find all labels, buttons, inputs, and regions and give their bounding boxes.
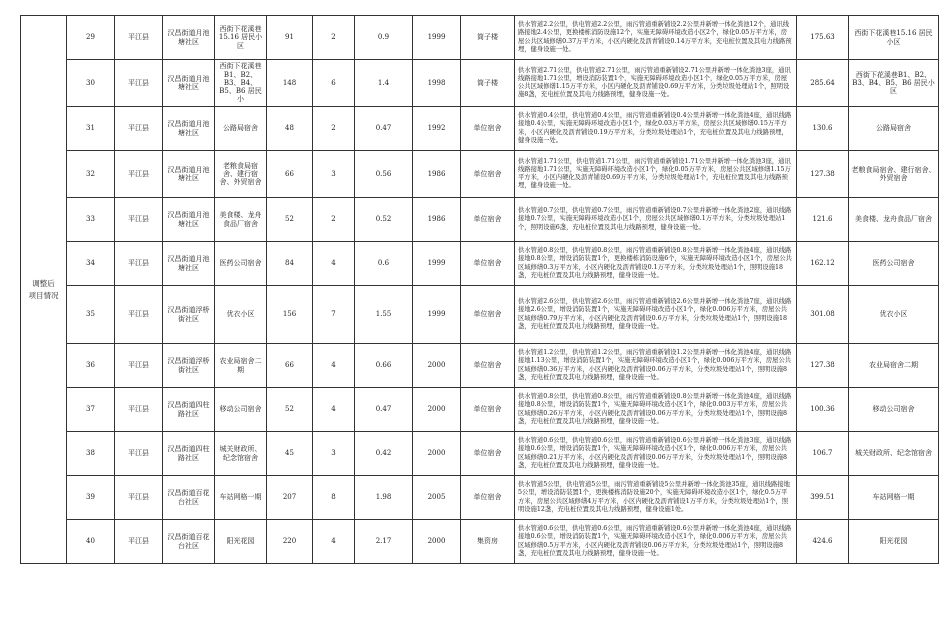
cell-year: 1999 — [413, 16, 461, 60]
cell-area: 0.52 — [355, 198, 413, 242]
cell-remark: 医药公司宿舍 — [849, 242, 939, 286]
cell-investment: 127.38 — [797, 151, 849, 198]
cell-no: 30 — [67, 60, 115, 107]
cell-investment: 162.12 — [797, 242, 849, 286]
cell-buildings: 4 — [313, 388, 355, 432]
cell-community: 汉昌街道百花台社区 — [163, 520, 215, 564]
cell-community: 汉昌街道月池塘社区 — [163, 60, 215, 107]
cell-year: 1986 — [413, 198, 461, 242]
cell-no: 31 — [67, 107, 115, 151]
cell-name: 城关财政所、纪念馆宿舍 — [215, 432, 267, 476]
cell-area: 1.55 — [355, 286, 413, 344]
cell-type: 单位宿舍 — [461, 242, 515, 286]
cell-buildings: 8 — [313, 476, 355, 520]
cell-county: 平江县 — [115, 198, 163, 242]
cell-content: 供水管道0.6公里，供电管道0.6公里，雨污管道重新铺设0.6公里并新增一体化粪池4座，通讯线路接地0.6公里，增设消防装置1个，实施无障碍环境改造小区1个，绿化0.006万平方米，房屋公共区域修缮0.5万平方米，小区内硬化及沥青铺设0.06万平方米，分类垃圾处理站1个，照明设施8盏，充电桩位置及其电力线路预埋，健身设施一处。 — [515, 520, 797, 564]
cell-year: 2000 — [413, 520, 461, 564]
cell-type: 单位宿舍 — [461, 286, 515, 344]
cell-year: 2000 — [413, 388, 461, 432]
project-table — [20, 15, 939, 564]
cell-county: 平江县 — [115, 344, 163, 388]
cell-year: 1986 — [413, 151, 461, 198]
table-row — [21, 432, 939, 476]
cell-households: 52 — [267, 198, 313, 242]
cell-type: 单位宿舍 — [461, 151, 515, 198]
cell-no: 37 — [67, 388, 115, 432]
cell-county: 平江县 — [115, 16, 163, 60]
cell-county: 平江县 — [115, 242, 163, 286]
cell-type: 筒子楼 — [461, 16, 515, 60]
cell-county: 平江县 — [115, 151, 163, 198]
cell-area: 0.42 — [355, 432, 413, 476]
cell-county: 平江县 — [115, 388, 163, 432]
cell-community: 汉昌街道月池塘社区 — [163, 198, 215, 242]
cell-type: 单位宿舍 — [461, 107, 515, 151]
cell-area: 0.47 — [355, 388, 413, 432]
cell-name: 西街下花溪巷B1、B2、B3、B4、B5、B6 居民小 — [215, 60, 267, 107]
table-row — [21, 107, 939, 151]
cell-households: 156 — [267, 286, 313, 344]
cell-households: 220 — [267, 520, 313, 564]
cell-type: 单位宿舍 — [461, 344, 515, 388]
cell-community: 汉昌街道浮桥街社区 — [163, 286, 215, 344]
cell-type: 单位宿舍 — [461, 388, 515, 432]
cell-buildings: 2 — [313, 198, 355, 242]
table-row — [21, 388, 939, 432]
cell-buildings: 2 — [313, 107, 355, 151]
cell-remark: 优衣小区 — [849, 286, 939, 344]
cell-county: 平江县 — [115, 476, 163, 520]
cell-content: 供水管道0.4公里，供电管道0.4公里，雨污管道重新铺设0.4公里并新增一体化粪池4座，通讯线路接地0.4公里，实施无障碍环境改造小区1个，绿化0.03万平方米，房屋公共区域修缮0.15万平方米，小区内硬化及沥青铺设0.19万平方米，分类垃圾处理站1个，充电桩位置及其电力线路预埋，健身设施一处。 — [515, 107, 797, 151]
cell-remark: 农业局宿舍二期 — [849, 344, 939, 388]
cell-investment: 106.7 — [797, 432, 849, 476]
cell-county: 平江县 — [115, 60, 163, 107]
cell-households: 66 — [267, 151, 313, 198]
cell-no: 39 — [67, 476, 115, 520]
cell-households: 207 — [267, 476, 313, 520]
cell-content: 供水管道0.7公里，供电管道0.7公里，雨污管道重新铺设0.7公里并新增一体化粪池2座，通讯线路接地0.7公里，实施无障碍环境改造小区1个，房屋公共区域修缮0.1万平方米，分类垃圾处理站1个，照明设施6盏，充电桩位置及其电力线路预埋，健身设施一处。 — [515, 198, 797, 242]
cell-remark: 公路局宿舍 — [849, 107, 939, 151]
cell-content: 供水管道0.8公里，供电管道0.8公里，雨污管道重新铺设0.8公里并新增一体化粪池4座，通讯线路接地0.8公里，增设消防装置1个，更换楼栋消防设施6个，实施无障碍环境改造小区1个，房屋公共区域修缮0.3万平方米，小区内硬化及沥青铺设0.1万平方米，分类垃圾处理站1个，照明设施18盏，充电桩位置及其电力线路预埋，健身设施一处。 — [515, 242, 797, 286]
cell-households: 48 — [267, 107, 313, 151]
cell-buildings: 7 — [313, 286, 355, 344]
cell-community: 汉昌街道四柱路社区 — [163, 432, 215, 476]
cell-no: 35 — [67, 286, 115, 344]
cell-county: 平江县 — [115, 520, 163, 564]
cell-content: 供水管道1.71公里，供电管道1.71公里，雨污管道重新铺设1.71公里并新增一体化粪池3座，通讯线路接地1.71公里，实施无障碍环境改造小区1个，绿化0.05万平方米，房屋公共区域修缮1.15万平方米，小区内硬化及沥青铺设0.69万平方米，分类垃圾处理站1个，充电桩位置及其电力线路预埋，健身设施一处。 — [515, 151, 797, 198]
cell-households: 66 — [267, 344, 313, 388]
cell-name: 阳光花园 — [215, 520, 267, 564]
cell-name: 农业局宿舍二期 — [215, 344, 267, 388]
cell-investment: 130.6 — [797, 107, 849, 151]
cell-content: 供水管道2.2公里，供电管道2.2公里，雨污管道重新铺设2.2公里并新增一体化粪池12个，通讯线路接地2.4公里，更换楼栋消防设施12个，实施无障碍环境改造小区2个，绿化0.05万平方米，房屋公共区域修缮0.37万平方米，小区内硬化及沥青铺设0.14万平方米，充电桩位置及其电力线路预埋，健身设施一处。 — [515, 16, 797, 60]
cell-county: 平江县 — [115, 107, 163, 151]
cell-name: 公路局宿舍 — [215, 107, 267, 151]
cell-content: 供水管道0.8公里，供电管道0.8公里，雨污管道重新铺设0.8公里并新增一体化粪池4座，通讯线路接地0.8公里，增设消防装置1个，实施无障碍环境改造小区1个，绿化0.003万平方米，房屋公共区域修缮0.26万平方米，小区内硬化及沥青铺设0.06万平方米，分类垃圾处理站1个，照明设施8盏，充电桩位置及其电力线路预埋，健身设施一处。 — [515, 388, 797, 432]
table-row — [21, 151, 939, 198]
cell-community: 汉昌街道月池塘社区 — [163, 151, 215, 198]
cell-year: 1992 — [413, 107, 461, 151]
table-row — [21, 60, 939, 107]
cell-households: 148 — [267, 60, 313, 107]
table-row — [21, 286, 939, 344]
cell-investment: 424.6 — [797, 520, 849, 564]
cell-investment: 399.51 — [797, 476, 849, 520]
cell-year: 1999 — [413, 286, 461, 344]
cell-buildings: 4 — [313, 242, 355, 286]
cell-no: 38 — [67, 432, 115, 476]
cell-area: 0.6 — [355, 242, 413, 286]
cell-remark: 西街下花溪巷B1、B2、B3、B4、B5、B6 居民小区 — [849, 60, 939, 107]
cell-content: 供水管道2.71公里，供电管道2.71公里，雨污管道重新铺设2.71公里并新增一体化粪池3座，通讯线路接地1.71公里，增设消防装置1个，实施无障碍环境改造小区1个，绿化0.05万平方米，房屋公共区域修缮1.15万平方米，小区内硬化及沥青铺设0.69万平方米，分类垃圾处理站1个，照明设施8盏，充电桩位置及其电力线路预埋，健身设施一处。 — [515, 60, 797, 107]
cell-name: 西街下花溪巷15.16 居民小区 — [215, 16, 267, 60]
cell-buildings: 2 — [313, 16, 355, 60]
cell-investment: 301.08 — [797, 286, 849, 344]
cell-community: 汉昌街道浮桥街社区 — [163, 344, 215, 388]
cell-investment: 127.38 — [797, 344, 849, 388]
cell-area: 1.4 — [355, 60, 413, 107]
cell-buildings: 4 — [313, 520, 355, 564]
table-row — [21, 16, 939, 60]
cell-area: 0.47 — [355, 107, 413, 151]
table-row — [21, 520, 939, 564]
cell-community: 汉昌街道四柱路社区 — [163, 388, 215, 432]
cell-remark: 阳光花园 — [849, 520, 939, 564]
group-label-cell: 调整后 项目情况 — [21, 16, 67, 564]
table-row — [21, 242, 939, 286]
cell-no: 36 — [67, 344, 115, 388]
cell-type: 单位宿舍 — [461, 198, 515, 242]
cell-buildings: 3 — [313, 151, 355, 198]
cell-buildings: 4 — [313, 344, 355, 388]
cell-households: 91 — [267, 16, 313, 60]
table-row — [21, 198, 939, 242]
cell-buildings: 3 — [313, 432, 355, 476]
cell-investment: 175.63 — [797, 16, 849, 60]
cell-remark: 美食楼、龙舟食品厂宿舍 — [849, 198, 939, 242]
cell-remark: 老粮食局宿舍、建行宿舍、外贸宿舍 — [849, 151, 939, 198]
cell-no: 29 — [67, 16, 115, 60]
cell-community: 汉昌街道月池塘社区 — [163, 242, 215, 286]
cell-year: 1998 — [413, 60, 461, 107]
cell-type: 单位宿舍 — [461, 476, 515, 520]
cell-county: 平江县 — [115, 286, 163, 344]
cell-community: 汉昌街道月池塘社区 — [163, 107, 215, 151]
cell-area: 0.56 — [355, 151, 413, 198]
cell-content: 供水管道1.2公里，供电管道1.2公里，雨污管道重新铺设1.2公里并新增一体化粪池4座，通讯线路接地1.13公里，增设消防装置1个，实施无障碍环境改造小区1个，绿化0.006万平方米，房屋公共区域修缮0.36万平方米，小区内硬化及沥青铺设0.06万平方米，分类垃圾处理站1个，照明设施8盏，充电桩位置及其电力线路预埋，健身设施一处。 — [515, 344, 797, 388]
cell-name: 老粮食局宿舍、建行宿舍、外贸宿舍 — [215, 151, 267, 198]
cell-households: 84 — [267, 242, 313, 286]
cell-year: 2000 — [413, 432, 461, 476]
cell-content: 供水管道5公里，供电管道5公里，雨污管道重新铺设5公里并新增一体化粪池35座，通讯线路接地5公里，增设消防装置1个，更换楼栋消防设施20个，实施无障碍环境改造小区1个，绿化0.5万平方米，房屋公共区域修缮4万平方米，小区内硬化及沥青铺设1万平方米，分类垃圾处理站1个，照明设施12盏，充电桩位置及其电力线路预埋，健身设施1处。 — [515, 476, 797, 520]
cell-type: 单位宿舍 — [461, 432, 515, 476]
table-row — [21, 344, 939, 388]
cell-name: 美食楼、龙舟食品厂宿舍 — [215, 198, 267, 242]
cell-area: 0.66 — [355, 344, 413, 388]
cell-no: 33 — [67, 198, 115, 242]
cell-year: 2000 — [413, 344, 461, 388]
cell-county: 平江县 — [115, 432, 163, 476]
cell-type: 筒子楼 — [461, 60, 515, 107]
cell-type: 集资房 — [461, 520, 515, 564]
cell-area: 1.98 — [355, 476, 413, 520]
cell-content: 供水管道0.6公里，供电管道0.6公里，雨污管道重新铺设0.6公里并新增一体化粪池3座，通讯线路接地0.6公里，增设消防装置1个，实施无障碍环境改造小区1个，绿化0.006万平方米，房屋公共区域修缮0.21万平方米，小区内硬化及沥青铺设0.06万平方米，分类垃圾处理站1个，照明设施8盏，充电桩位置及其电力线路预埋，健身设施一处。 — [515, 432, 797, 476]
cell-no: 34 — [67, 242, 115, 286]
cell-name: 医药公司宿舍 — [215, 242, 267, 286]
cell-buildings: 6 — [313, 60, 355, 107]
cell-no: 32 — [67, 151, 115, 198]
cell-name: 车站网格一期 — [215, 476, 267, 520]
cell-remark: 移动公司宿舍 — [849, 388, 939, 432]
project-table-page — [20, 15, 936, 564]
cell-name: 移动公司宿舍 — [215, 388, 267, 432]
cell-remark: 西街下花溪巷15.16 居民小区 — [849, 16, 939, 60]
table-row — [21, 476, 939, 520]
cell-no: 40 — [67, 520, 115, 564]
cell-area: 2.17 — [355, 520, 413, 564]
cell-area: 0.9 — [355, 16, 413, 60]
cell-content: 供水管道2.6公里，供电管道2.6公里，雨污管道重新铺设2.6公里并新增一体化粪池7座，通讯线路接地2.6公里，增设消防装置1个，实施无障碍环境改造小区1个，绿化0.006万平方米，房屋公共区域修缮0.79万平方米，小区内硬化及沥青铺设0.6万平方米，分类垃圾处理站1个，照明设施18盏，充电桩位置及其电力线路预埋，健身设施一处。 — [515, 286, 797, 344]
cell-community: 汉昌街道月池塘社区 — [163, 16, 215, 60]
cell-name: 优衣小区 — [215, 286, 267, 344]
cell-investment: 100.36 — [797, 388, 849, 432]
cell-households: 45 — [267, 432, 313, 476]
cell-households: 52 — [267, 388, 313, 432]
cell-investment: 121.6 — [797, 198, 849, 242]
cell-investment: 285.64 — [797, 60, 849, 107]
cell-community: 汉昌街道百花台社区 — [163, 476, 215, 520]
cell-year: 2005 — [413, 476, 461, 520]
cell-year: 1999 — [413, 242, 461, 286]
cell-remark: 城关财政所、纪念馆宿舍 — [849, 432, 939, 476]
cell-remark: 车站网格一期 — [849, 476, 939, 520]
